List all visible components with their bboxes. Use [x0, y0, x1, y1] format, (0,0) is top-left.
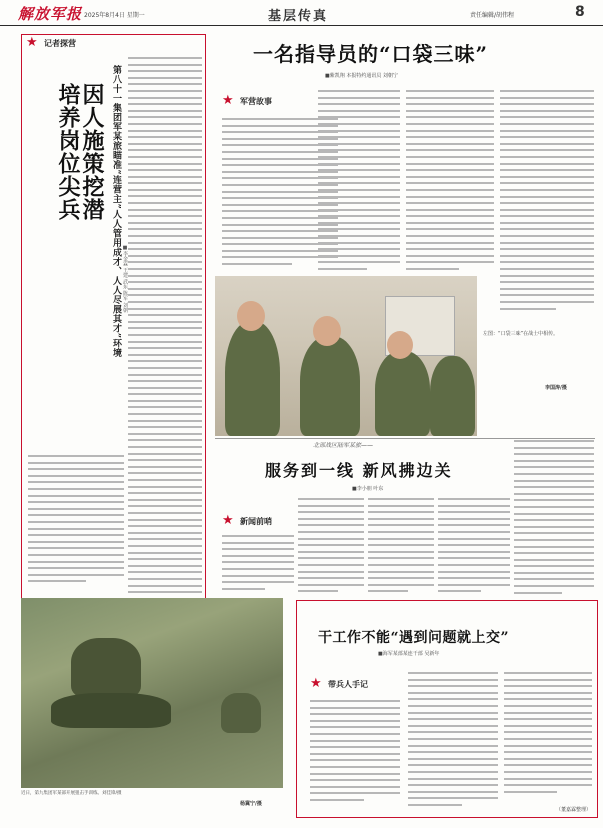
mid-headline: 服务到一线 新风拂边关	[265, 461, 453, 480]
mid-text-col-1	[222, 535, 294, 594]
left-subtitle: 第八十一集团军某旅瞄准“连营主”人人管用成才、人人尽展其才”环境	[111, 65, 121, 358]
mid-column-label: 新闻前哨	[240, 517, 272, 526]
issue-date: 2025年8月4日 星期一	[84, 12, 145, 19]
boxed-headline: 干工作不能“遇到问题就上交”	[318, 630, 510, 646]
photo-instructor-soldiers	[215, 276, 477, 436]
left-column-label: 记者探营	[44, 39, 76, 48]
editor-credit: 责任编辑/胡伟程	[470, 12, 515, 19]
main-text-col-3	[406, 90, 494, 275]
mid-text-col-4	[438, 498, 510, 597]
left-column-tag	[26, 37, 116, 51]
main-text-col-4	[500, 90, 594, 314]
boxed-column-label: 带兵人手记	[328, 680, 368, 689]
mid-text-col-3	[368, 498, 434, 597]
main-column-label: 军营故事	[240, 97, 272, 106]
section-divider	[215, 438, 595, 439]
soldier-head	[313, 316, 341, 346]
main-column-tag	[222, 95, 312, 109]
page-number: 8	[575, 4, 585, 20]
boxed-byline: ■海军某部某连干部 吴新年	[378, 651, 440, 657]
soldier-figure	[221, 693, 261, 733]
soldier-figure	[300, 336, 360, 436]
main-headline: 一名指导员的“口袋三味”	[253, 42, 489, 66]
boxed-footer: （董嘉霖整理）	[556, 807, 592, 813]
masthead	[0, 0, 603, 26]
boxed-text-col-2	[408, 672, 498, 810]
left-byline: ■李金霖 王建 武东 陈军 刘朝	[122, 245, 128, 313]
main-byline: ■紫凯翔 本报特约通讯员 刘朝宁	[325, 73, 398, 79]
photo-right-caption: 左图：“口袋三味”在战士中相传。	[483, 331, 559, 337]
soldier-head	[387, 331, 413, 359]
mid-kicker: 北部战区陆军某旅——	[313, 442, 374, 449]
boxed-column-tag	[310, 678, 400, 692]
photo-right-credit: 李国涛/摄	[545, 385, 567, 391]
newspaper-logo: 解放军报	[18, 5, 83, 23]
mid-text-col-5	[514, 440, 594, 598]
soldier-figure	[225, 321, 280, 436]
star-icon: ★	[222, 513, 234, 528]
photo-sniper-training	[21, 598, 283, 788]
left-headline-1: 因人施策挖潜	[79, 83, 105, 221]
section-title: 基层传真	[268, 9, 329, 24]
left-headline-2: 培养岗位尖兵	[55, 83, 81, 221]
star-icon: ★	[26, 35, 38, 50]
left-article-box	[21, 34, 206, 599]
soldier-figure	[430, 356, 475, 436]
left-text-col-a	[128, 57, 202, 604]
main-text-col-2	[318, 90, 400, 275]
soldier-figure	[71, 638, 141, 698]
mid-byline: ■李小朋 叶东	[352, 486, 384, 492]
soldier-head	[237, 301, 265, 331]
boxed-text-col-1	[310, 700, 400, 806]
photo-left-caption: 近日，第九集团军某部开展狙击手训练。刘佳锋/摄	[21, 791, 122, 796]
boxed-text-col-3	[504, 672, 592, 797]
star-icon: ★	[310, 676, 322, 691]
star-icon: ★	[222, 93, 234, 108]
left-text-col-b	[28, 455, 124, 587]
soldier-figure	[375, 351, 430, 436]
mid-text-col-2	[298, 498, 364, 597]
soldier-figure	[51, 693, 171, 728]
photo-left-credit: 杨冀宁/摄	[240, 801, 262, 807]
